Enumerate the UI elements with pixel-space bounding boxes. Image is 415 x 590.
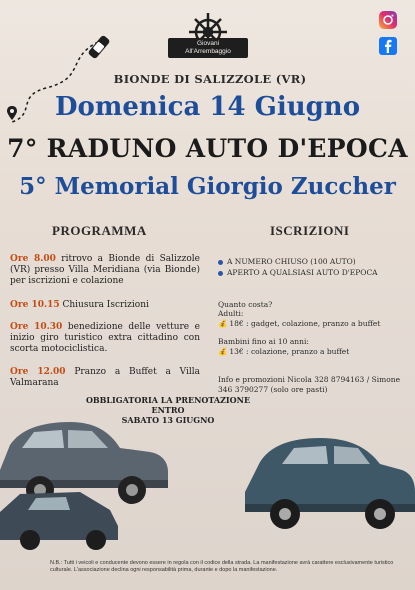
instagram-icon[interactable]	[378, 10, 398, 30]
iscrizioni-heading: ISCRIZIONI	[270, 223, 350, 238]
adulti-price: 💰 18€ : gadget, colazione, pranzo a buffet	[218, 319, 381, 328]
booking-notice-line-2: SABATO 13 GIUGNO	[121, 415, 215, 425]
bullet-icon	[218, 271, 223, 276]
footer-disclaimer: N.B.: Tutti i veicoli e conducente devono essere in regola con il codice della strada. La manifestazione avrà carattere esclusivamente turistico culturale. L'associazione declina ogni responsabilità prima, durante e dopo la manifestazione.	[50, 560, 394, 573]
bambini-label: Bambini fino ai 10 anni:	[218, 337, 309, 346]
quanto-costa-label: Quanto costa?	[218, 300, 273, 309]
list-item: A NUMERO CHIUSO (100 AUTO)	[218, 257, 408, 267]
item-text: Chiusura Iscrizioni	[59, 300, 149, 310]
bullet-icon	[218, 260, 223, 265]
item-text: benedizione delle vetture e inizio giro turistico extra cittadino con scorta motociclistica.	[10, 322, 200, 354]
logo	[168, 10, 248, 68]
facebook-icon[interactable]	[378, 36, 398, 56]
booking-notice-line-1: OBBLIGATORIA LA PRENOTAZIONE ENTRO	[85, 395, 251, 415]
event-title: 7° RADUNO AUTO D'EPOCA	[7, 134, 408, 163]
item-text: ritrovo a Bionde di Salizzole (VR) presso Villa Meridiana (via Bionde) per iscrizioni e colazione	[10, 254, 200, 286]
adulti-label: Adulti:	[218, 309, 244, 318]
item-time: Ore 10.30	[10, 322, 63, 332]
car-icon	[84, 30, 114, 64]
item-time: Ore 8.00	[10, 254, 56, 264]
item-time: Ore 10.15	[10, 300, 60, 310]
programma-item	[10, 367, 200, 389]
contact-info: Info e promozioni Nicola 328 8794163 / Simone 346 3790277 (solo ore pasti)	[218, 375, 401, 394]
money-bag-icon: 💰	[218, 319, 228, 328]
programma-item	[10, 322, 200, 355]
money-bag-icon: 💰	[218, 347, 228, 356]
event-date: Domenica 14 Giugno	[54, 92, 361, 122]
programma-heading: PROGRAMMA	[52, 223, 147, 238]
item-text: Pranzo a Buffet a Villa Valmarana	[10, 367, 201, 388]
vintage-car-illustration	[0, 482, 120, 552]
programma-item	[10, 300, 200, 311]
bambini-price: 💰 13€ : colazione, pranzo a buffet	[218, 347, 350, 356]
location-subtitle: BIONDE DI SALIZZOLE (VR)	[113, 72, 307, 86]
list-item: APERTO A QUALSIASI AUTO D'EPOCA	[218, 268, 408, 278]
vintage-car-illustration	[240, 422, 415, 542]
logo-line-2: All'Arrembaggio	[185, 48, 231, 55]
memorial-title: 5° Memorial Giorgio Zuccher	[19, 173, 396, 200]
programma-item	[10, 254, 200, 287]
logo-line-1: Giovani	[196, 40, 220, 47]
item-time: Ore 12.00	[10, 367, 66, 377]
